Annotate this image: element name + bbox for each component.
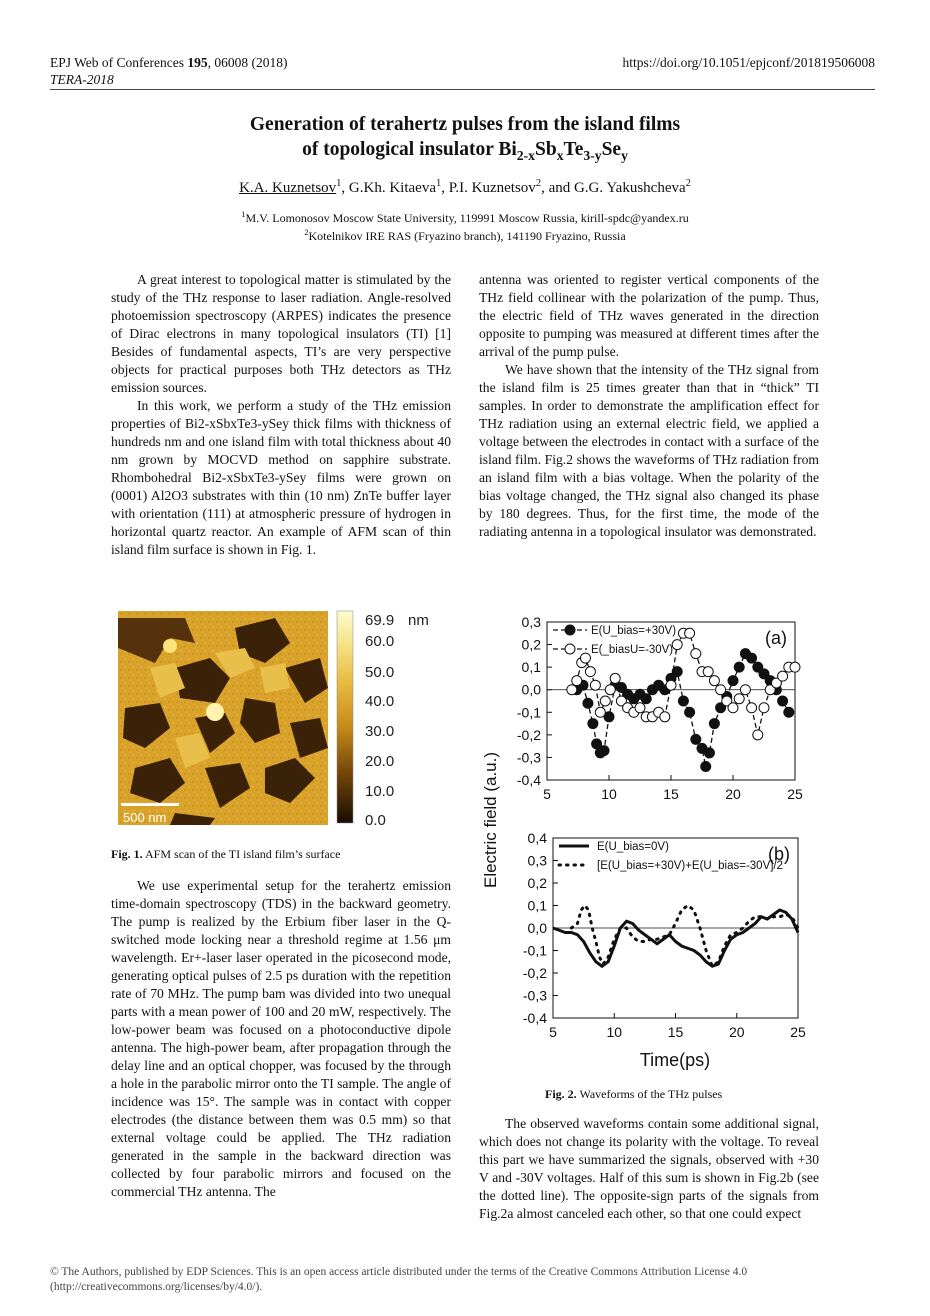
data-point <box>728 703 738 713</box>
panel-b <box>523 830 806 1040</box>
data-point <box>572 676 582 686</box>
x-tick-label: 15 <box>663 786 679 802</box>
data-point <box>790 662 800 672</box>
data-point <box>747 653 757 663</box>
y-tick-label: -0,1 <box>522 942 547 959</box>
legend-label: E(U_bias=+30V) <box>591 625 677 637</box>
y-tick-label: 0,2 <box>527 875 547 891</box>
license-footer: © The Authors, published by EDP Sciences. This is an open access article distributed under the terms of the Creative Commons Attribution License 4.0 (http://creativecommons.org/licenses/by/4.0/). <box>50 1266 748 1293</box>
data-point <box>672 640 682 650</box>
colorbar <box>337 611 353 823</box>
data-point <box>678 696 688 706</box>
data-point <box>784 707 794 717</box>
colorbar-label: 20.0 <box>365 753 395 770</box>
header-rule <box>50 89 875 90</box>
y-tick-label: -0,2 <box>516 726 541 743</box>
y-tick-label: 0,4 <box>527 830 547 846</box>
fig1-caption: Fig. 1. AFM scan of the TI island film’s surface <box>111 847 341 861</box>
data-point <box>691 734 701 744</box>
data-point <box>685 628 695 638</box>
conference-name: TERA-2018 <box>50 72 114 87</box>
right-column-top <box>479 271 819 541</box>
colorbar-label: 50.0 <box>365 664 395 681</box>
data-point <box>759 703 769 713</box>
x-tick-label: 10 <box>606 1024 623 1040</box>
data-point <box>691 649 701 659</box>
y-tick-label: 0,1 <box>527 897 547 914</box>
data-point <box>734 662 744 672</box>
colorbar-label: 40.0 <box>365 693 395 710</box>
left-column-bottom <box>111 877 451 1201</box>
data-point <box>588 719 598 729</box>
paragraph-results: We have shown that the intensity of the THz signal from the island film is 25 times greater than that in “thick” TI samples. In order to demonstrate the amplification effect for THz radiation using an external electric field, we applied a voltage between the electrodes in contact with a surface of the island film. Fig.2 shows the waveforms of THz radiation from an island film with a bias voltage. When the polarity of the bias voltage changed, the THz signal also changed its phase by 180 degrees. Thus, for the first time, the mode of the radiating antenna in a topological insulator was demonstrated. <box>479 362 819 539</box>
data-point <box>778 671 788 681</box>
colorbar-label-max: 69.9 <box>365 612 395 629</box>
author-2: , G.Kh. Kitaeva <box>341 180 436 196</box>
paragraph-intro: A great interest to topological matter is stimulated by the study of the THz response to laser radiation. Angle-resolved photoemission spectroscopy (ARPES) indicates the presence of Dirac electrons in many topological insulators (TI) [1] Besides of fundamental aspects, TI’s are very perspective objects for practical purposes both THz detectors as THz emission sources. <box>111 272 451 395</box>
data-point <box>660 712 670 722</box>
data-point <box>580 653 590 663</box>
colorbar-label: 60.0 <box>365 633 395 650</box>
data-point <box>605 685 615 695</box>
panel-label: (a) <box>765 628 787 648</box>
journal-header <box>50 54 288 88</box>
journal-issue: , 06008 (2018) <box>207 55 288 70</box>
y-tick-label: 0,2 <box>521 636 541 653</box>
fig2-caption: Fig. 2. Waveforms of the THz pulses <box>545 1087 723 1101</box>
y-tick-label: 0,0 <box>527 920 547 936</box>
data-point <box>703 667 713 677</box>
y-tick-label: -0,3 <box>516 749 541 766</box>
x-tick-label: 25 <box>787 786 803 802</box>
legend-label: E(U_bias=0V) <box>597 841 669 853</box>
data-point <box>599 746 609 756</box>
left-column-top <box>111 271 451 559</box>
y-tick-label: 0,3 <box>527 852 547 869</box>
author-1: K.A. Kuznetsov <box>239 180 337 196</box>
data-point <box>753 730 763 740</box>
y-tick-label: -0,3 <box>522 987 547 1004</box>
data-point <box>740 685 750 695</box>
x-axis-label: Time(ps) <box>639 1050 711 1070</box>
fig1-afm-figure <box>115 608 450 833</box>
data-point <box>635 703 645 713</box>
data-point <box>583 698 593 708</box>
title-line-1: Generation of terahertz pulses from the island films <box>249 114 681 135</box>
legend-label: [E(U_bias=+30V)+E(U_bias=-30V]/2 <box>597 860 784 872</box>
author-list: K.A. Kuznetsov$^1$, G.Kh. Kitaeva$^1$, P.I. Kuznetsov$^2$, and G.G. Yakushcheva$^2$ <box>239 178 691 196</box>
author-4: , and G.G. Yakushcheva <box>541 180 686 196</box>
y-tick-label: -0,1 <box>516 704 541 721</box>
panel-a <box>517 614 803 802</box>
fig2-chart <box>470 600 815 1080</box>
series-line <box>571 906 798 967</box>
y-tick-label: 0,0 <box>521 681 541 698</box>
colorbar-label-min: 0.0 <box>365 812 386 829</box>
series-line <box>553 910 798 966</box>
data-point <box>666 680 676 690</box>
data-point <box>709 719 719 729</box>
data-point <box>590 680 600 690</box>
x-tick-label: 5 <box>543 786 551 802</box>
x-tick-label: 15 <box>667 1024 684 1040</box>
legend-marker <box>565 644 575 654</box>
data-point <box>704 748 714 758</box>
author-3: , P.I. Kuznetsov <box>441 180 536 196</box>
journal-name: EPJ Web of Conferences <box>50 55 188 70</box>
paragraph-setup: We use experimental setup for the terahertz emission time-domain spectroscopy (TDS) in the backward geometry. The pump is realized by the Erbium fiber laser in the Q-switched mode locking near a threshold regime at 1.56 μm wavelength. Er+-laser laser operated in the picosecond mode, generating optical pulses of 2.5 ps duration with the repetition rate of 70 MHz. The pump bam was divided into two unequal parts with a mean power of 100 and 20 mW, respectively. The low-power beam was focused on a photoconductive dipole antenna. The high-power beam, after propagation through the delay line and an optical chopper, was focused by the through a hole in the parabolic mirror onto the TI sample. The angle of incidence was 15°. The sample was in contact with copper electrodes (the distance between them was 0.5 mm) so that external voltage could be applied. The THz radiation generated in the sample in the backward direction was collected by four parabolic mirrors and focused on the commercial THz antenna. The <box>111 878 451 1199</box>
panel-label: (b) <box>768 844 790 864</box>
data-point <box>595 707 605 717</box>
y-tick-label: -0,4 <box>516 772 541 788</box>
data-point <box>716 685 726 695</box>
data-point <box>734 694 744 704</box>
data-point <box>567 685 577 695</box>
scalebar-label: 500 nm <box>123 810 167 825</box>
y-tick-label: 0,1 <box>521 659 541 676</box>
paper-title <box>0 112 930 162</box>
legend-marker <box>565 625 575 635</box>
journal-volume: 195 <box>187 55 208 70</box>
y-tick-label: 0,3 <box>521 614 541 630</box>
data-point <box>747 703 757 713</box>
y-tick-label: -0,2 <box>522 965 547 981</box>
legend-label: E(_biasU=-30V) <box>591 644 674 656</box>
data-point <box>701 761 711 771</box>
paragraph-antenna: antenna was oriented to register vertical components of the THz field collinear with the polarization of the pump. Thus, the electric field of THz waves generated in the direction opposite to pumping was measured at different times after the arrival of the pump pulse. <box>479 272 819 359</box>
title-line-2: of topological insulator $Bi_{2-x}Sb_xTe_{3-y}Se_y$ <box>302 139 628 163</box>
data-point <box>600 696 610 706</box>
x-tick-label: 5 <box>549 1024 557 1040</box>
data-point <box>728 676 738 686</box>
x-tick-label: 25 <box>790 1024 806 1040</box>
data-point <box>685 707 695 717</box>
right-column-bottom <box>479 1115 819 1223</box>
x-tick-label: 10 <box>601 786 617 802</box>
paragraph-observed: The observed waveforms contain some additional signal, which does not change its polarity with the voltage. To reveal this part we have summarized the signals, observed with +30 V and -30V voltages. Half of this sum is shown in Fig.2b (see the dotted line). The opposite-sign parts of the signals from Fig.2a almost canceled each other, so that one could expect <box>479 1116 819 1221</box>
affiliation-2: $^2$Kotelnikov IRE RAS (Fryazino branch), 141190 Fryazino, Russia <box>304 228 626 243</box>
colorbar-label: 10.0 <box>365 783 395 800</box>
data-point <box>641 694 651 704</box>
affiliation-1: $^1$M.V. Lomonosov Moscow State University, 119991 Moscow Russia, kirill-spdc@yandex.ru <box>241 210 689 225</box>
y-axis-label: Electric field (a.u.) <box>481 751 500 889</box>
doi-link[interactable]: https://doi.org/10.1051/epjconf/201819506008 <box>622 55 875 70</box>
colorbar-unit: nm <box>408 612 429 629</box>
data-point <box>778 696 788 706</box>
data-point <box>709 676 719 686</box>
colorbar-label: 30.0 <box>365 723 395 740</box>
y-tick-label: -0,4 <box>522 1010 547 1026</box>
paragraph-work: In this work, we perform a study of the THz emission properties of Bi2-xSbxTe3-ySey thick films with thickness of hundreds nm and one island film with total thickness about 40 nm grown by MOCVD method on sapphire substrate. Rhombohedral Bi2-xSbxTe3-ySey films were grown on (0001) Al2O3 substrates with thin (10 nm) ZnTe buffer layer with orientation (111) at atmospheric pressure of hydrogen in horizontal quartz reactor. An example of AFM scan of thin island film surface is shown in Fig. 1. <box>111 398 451 557</box>
data-point <box>610 673 620 683</box>
x-tick-label: 20 <box>728 1024 745 1040</box>
scalebar-line <box>121 803 179 806</box>
x-tick-label: 20 <box>725 786 741 802</box>
data-point <box>585 667 595 677</box>
afm-scan-image <box>118 611 328 825</box>
